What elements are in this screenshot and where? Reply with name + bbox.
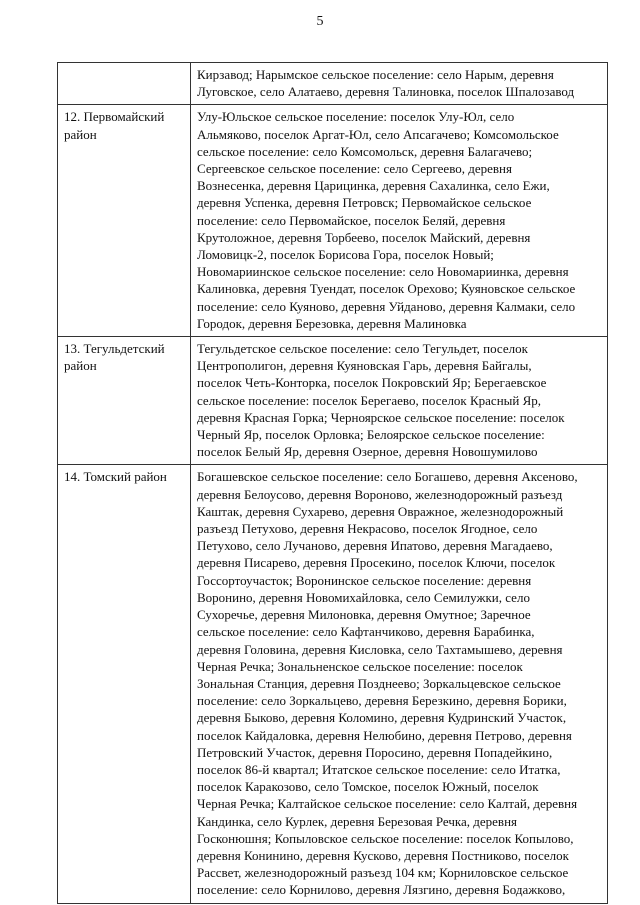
table-row <box>58 63 608 105</box>
settlements-line: сельское поселение: село Кафтанчиково, деревня Барабинка, <box>197 624 535 640</box>
settlements-line: Центрополигон, деревня Куяновская Гарь, деревня Байгалы, <box>197 358 532 374</box>
settlements-line: Госсортоучасток; Воронинское сельское поселение: деревня <box>197 572 532 588</box>
settlements-line: деревня Писарево, деревня Просекино, поселок Ключи, поселок <box>197 555 556 571</box>
settlements-line: Черная Речка; Зональненское сельское поселение: поселок <box>197 658 523 674</box>
settlements-line: поселение: село Зоркальцево, деревня Березкино, деревня Борики, <box>197 693 567 709</box>
settlements-line: Альмяково, поселок Аргат-Юл, село Апсагачево; Комсомольское <box>197 126 559 142</box>
settlements-line: Воронино, деревня Новомихайловка, село Семилужки, село <box>197 589 530 605</box>
district-cell <box>58 63 191 105</box>
settlements-line: Улу-Юльское сельское поселение: поселок Улу-Юл, село <box>197 109 515 125</box>
settlements-line: деревня Успенка, деревня Петровск; Первомайское сельское <box>197 195 532 211</box>
settlements-line: Тегульдетское сельское поселение: село Тегульдет, поселок <box>197 341 528 357</box>
settlements-line: Сергеевское сельское поселение: село Сергеево, деревня <box>197 161 512 177</box>
settlements-line: Петухово, село Лучаново, деревня Ипатово, деревня Магадаево, <box>197 538 553 554</box>
settlements-line: поселок 86-й квартал; Итатское сельское поселение: село Итатка, <box>197 761 561 777</box>
settlements-line: Кандинка, село Курлек, деревня Березовая Речка, деревня <box>197 813 518 829</box>
settlements-line: поселение: село Первомайское, поселок Беляй, деревня <box>197 212 506 228</box>
table-row <box>58 337 608 465</box>
settlements-cell <box>191 337 608 465</box>
table-row <box>58 105 608 337</box>
settlements-line: сельское поселение: село Комсомольск, деревня Балагачево; <box>197 143 533 159</box>
settlements-table <box>57 62 608 904</box>
settlements-line: Госконюшня; Копыловское сельское поселение: поселок Копылово, <box>197 830 574 846</box>
settlements-cell <box>191 105 608 337</box>
settlements-line: Черный Яр, поселок Орловка; Белоярское сельское поселение: <box>197 427 545 443</box>
settlements-line: деревня Красная Горка; Черноярское сельское поселение: поселок <box>197 409 565 425</box>
settlements-line: Новомариинское сельское поселение: село Новомариинка, деревня <box>197 264 569 280</box>
settlements-line: Черная Речка; Калтайское сельское поселение: село Калтай, деревня <box>197 796 578 812</box>
settlements-line: деревня Конинино, деревня Кусково, деревня Постниково, поселок <box>197 847 569 863</box>
settlements-line: Рассвет, железнодорожный разъезд 104 км; Корниловское сельское <box>197 865 569 881</box>
settlements-line: Калиновка, деревня Туендат, поселок Орехово; Куяновское сельское <box>197 281 576 297</box>
district-cell: 12. Первомайский район <box>58 105 191 337</box>
settlements-line: Городок, деревня Березовка, деревня Малиновка <box>197 315 467 331</box>
district-cell: 13. Тегульдетский район <box>58 337 191 465</box>
settlements-line: Вознесенка, деревня Царицинка, деревня Сахалинка, село Ежи, <box>197 178 550 194</box>
settlements-line: Сухоречье, деревня Милоновка, деревня Омутное; Заречное <box>197 607 531 623</box>
settlements-cell <box>191 63 608 105</box>
settlements-line: деревня Быково, деревня Коломино, деревня Кудринский Участок, <box>197 710 567 726</box>
table-row <box>58 465 608 903</box>
settlements-line: поселение: село Куяново, деревня Уйданово, деревня Калмаки, село <box>197 298 576 314</box>
settlements-line: разъезд Петухово, деревня Некрасово, поселок Ягодное, село <box>197 521 538 537</box>
settlements-line: Луговское, село Алатаево, деревня Талиновка, поселок Шпалозавод <box>197 84 575 100</box>
settlements-line: деревня Головина, деревня Кисловка, село Тахтамышево, деревня <box>197 641 563 657</box>
settlements-line: Богашевское сельское поселение: село Богашево, деревня Аксеново, <box>197 469 578 485</box>
settlements-line: Ломовицк-2, поселок Борисова Гора, поселок Новый; <box>197 247 494 263</box>
settlements-line: поселок Кайдаловка, деревня Нелюбино, деревня Петрово, деревня <box>197 727 572 743</box>
settlements-line: поселок Каракозово, село Томское, поселок Южный, поселок <box>197 779 539 795</box>
settlements-line: Кирзавод; Нарымское сельское поселение: село Нарым, деревня <box>197 67 554 82</box>
settlements-line: Петровский Участок, деревня Поросино, деревня Попадейкино, <box>197 744 553 760</box>
settlements-line: поселение: село Корнилово, деревня Лязгино, деревня Бодажково, <box>197 882 566 898</box>
settlements-line: Крутоложное, деревня Торбеево, поселок Майский, деревня <box>197 229 531 245</box>
settlements-line: сельское поселение: поселок Берегаево, поселок Красный Яр, <box>197 392 542 408</box>
settlements-line: Каштак, деревня Сухарево, деревня Овражное, железнодорожный <box>197 503 564 519</box>
settlements-cell <box>191 465 608 903</box>
settlements-line: деревня Белоусово, деревня Вороново, железнодорожный разъезд <box>197 486 563 502</box>
page-number: 5 <box>316 14 324 29</box>
district-cell: 14. Томский район <box>58 465 191 903</box>
settlements-line: Зональная Станция, деревня Позднеево; Зоркальцевское сельское <box>197 675 561 691</box>
settlements-line: поселок Белый Яр, деревня Озерное, деревня Новошумилово <box>197 444 538 460</box>
settlements-line: поселок Четь-Конторка, поселок Покровский Яр; Берегаевское <box>197 375 547 391</box>
